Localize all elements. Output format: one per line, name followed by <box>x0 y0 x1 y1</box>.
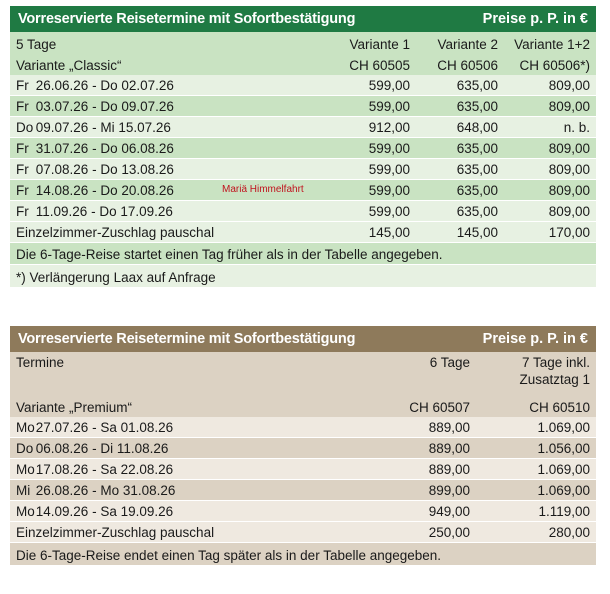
column-header-line: 7 Tage inkl. <box>521 355 590 370</box>
price-cell: 889,00 <box>428 462 470 477</box>
price-cell: 635,00 <box>456 141 498 156</box>
price-cell: 599,00 <box>368 99 410 114</box>
start-date: 26.08.26 <box>35 483 89 498</box>
start-date: 17.08.26 <box>35 462 89 477</box>
price-cell: 145,00 <box>368 225 410 240</box>
end-date: 22.08.26 <box>120 462 174 477</box>
date-range <box>16 440 330 457</box>
single-room-supplement-row <box>10 222 596 243</box>
price-cell: 809,00 <box>548 141 590 156</box>
price-cell: 635,00 <box>456 204 498 219</box>
end-weekday: Mi <box>100 120 115 135</box>
date-separator: - <box>88 99 101 114</box>
trip-code: CH 60510 <box>529 400 590 415</box>
table-row <box>10 75 596 96</box>
table-row <box>10 138 596 159</box>
end-date: 15.07.26 <box>118 120 171 135</box>
footnote-text: *) Verlängerung Laax auf Anfrage <box>16 270 216 285</box>
price-cell: 145,00 <box>456 225 498 240</box>
date-separator: - <box>88 120 101 135</box>
price-cell: 648,00 <box>456 120 498 135</box>
price-cell: 889,00 <box>428 420 470 435</box>
table-row <box>10 417 596 438</box>
end-weekday: Do <box>100 162 118 177</box>
trip-code: CH 60506 <box>437 58 498 73</box>
supplement-label: Einzelzimmer-Zuschlag pauschal <box>16 225 215 240</box>
price-cell: 949,00 <box>428 504 470 519</box>
table-title: Vorreservierte Reisetermine mit Sofortbestätigung <box>18 11 356 27</box>
start-date: 03.07.26 <box>35 99 89 114</box>
single-room-supplement-row <box>10 522 596 543</box>
end-weekday: Do <box>99 204 117 219</box>
price-cell: 1.069,00 <box>537 462 590 477</box>
price-cell: 635,00 <box>456 162 498 177</box>
start-date: 26.06.26 <box>35 78 89 93</box>
column-header-variant-2: Variante 2 <box>437 37 498 52</box>
start-weekday: Mo <box>16 504 35 519</box>
column-header-variant-1-2: Variante 1+2 <box>514 37 590 52</box>
price-cell: 809,00 <box>548 183 590 198</box>
end-date: 01.08.26 <box>120 420 174 435</box>
table-header-bar <box>10 6 596 32</box>
price-cell: 1.069,00 <box>537 483 590 498</box>
date-range <box>16 182 318 199</box>
column-header-line: Zusatztag 1 <box>519 372 590 387</box>
start-date: 11.09.26 <box>35 204 88 219</box>
end-date: 11.08.26 <box>116 441 169 456</box>
price-cell: 1.056,00 <box>537 441 590 456</box>
start-weekday: Mo <box>16 420 35 435</box>
price-cell: 809,00 <box>548 162 590 177</box>
price-cell: 599,00 <box>368 162 410 177</box>
column-header-variant-1: Variante 1 <box>349 37 410 52</box>
variant-name: Variante „Premium“ <box>16 400 133 415</box>
price-cell: 889,00 <box>428 441 470 456</box>
end-weekday: Di <box>100 441 114 456</box>
start-weekday: Fr <box>16 141 29 156</box>
column-header-7-days <box>470 354 590 388</box>
date-separator: - <box>88 78 101 93</box>
end-date: 13.08.26 <box>121 162 174 177</box>
end-weekday: Do <box>100 99 118 114</box>
column-header-row <box>10 32 596 54</box>
end-date: 17.09.26 <box>120 204 173 219</box>
column-header-row <box>10 352 596 396</box>
table-row <box>10 459 596 480</box>
table-row <box>10 159 596 180</box>
price-cell: 599,00 <box>368 78 410 93</box>
footnote-row <box>10 243 596 265</box>
end-date: 20.08.26 <box>121 183 174 198</box>
date-range <box>16 503 330 520</box>
date-separator: - <box>87 204 100 219</box>
dates-label: Termine <box>16 355 65 370</box>
trip-code: CH 60505 <box>349 58 410 73</box>
footnote-row <box>10 543 596 565</box>
price-cell: 809,00 <box>548 78 590 93</box>
price-cell: n. b. <box>563 120 590 135</box>
start-weekday: Do <box>16 441 34 456</box>
table-row <box>10 117 596 138</box>
start-weekday: Mo <box>16 462 35 477</box>
date-range <box>16 140 318 157</box>
table-title: Vorreservierte Reisetermine mit Sofortbestätigung <box>18 331 356 347</box>
column-header-6-days: 6 Tage <box>429 355 470 370</box>
price-cell: 899,00 <box>428 483 470 498</box>
start-weekday: Fr <box>16 162 29 177</box>
end-weekday: Do <box>100 183 118 198</box>
price-cell: 809,00 <box>548 204 590 219</box>
price-unit-label: Preise p. P. in € <box>482 11 588 27</box>
date-separator: - <box>88 504 101 519</box>
date-range <box>16 77 318 94</box>
price-cell: 1.119,00 <box>538 504 590 519</box>
table-row <box>10 438 596 459</box>
premium-price-table <box>10 326 596 565</box>
date-separator: - <box>88 420 101 435</box>
date-separator: - <box>88 462 101 477</box>
code-header-row <box>10 396 596 417</box>
start-date: 14.09.26 <box>35 504 89 519</box>
date-rows <box>10 75 596 222</box>
footnote-row <box>10 265 596 287</box>
date-range <box>16 482 330 499</box>
price-cell: 599,00 <box>368 183 410 198</box>
end-weekday: Do <box>100 141 118 156</box>
start-date: 14.08.26 <box>35 183 89 198</box>
table-header-bar <box>10 326 596 352</box>
trip-code: CH 60506*) <box>519 58 590 73</box>
code-header-row <box>10 54 596 75</box>
start-date: 31.07.26 <box>35 141 89 156</box>
table-row <box>10 201 596 222</box>
start-weekday: Fr <box>16 78 29 93</box>
date-range <box>16 98 318 115</box>
table-row <box>10 180 596 201</box>
start-weekday: Mi <box>16 483 31 498</box>
classic-price-table <box>10 6 596 287</box>
price-cell: 635,00 <box>456 99 498 114</box>
date-rows <box>10 417 596 522</box>
date-separator: - <box>88 483 101 498</box>
holiday-note: Mariä Himmelfahrt <box>222 184 304 195</box>
price-cell: 1.069,00 <box>537 420 590 435</box>
duration-label: 5 Tage <box>16 37 57 52</box>
variant-name: Variante „Classic“ <box>16 58 122 73</box>
trip-code: CH 60507 <box>409 400 470 415</box>
end-weekday: Do <box>100 78 118 93</box>
price-cell: 809,00 <box>548 99 590 114</box>
table-row <box>10 96 596 117</box>
supplement-label: Einzelzimmer-Zuschlag pauschal <box>16 525 215 540</box>
start-weekday: Fr <box>16 204 29 219</box>
table-row <box>10 480 596 501</box>
price-unit-label: Preise p. P. in € <box>482 331 588 347</box>
end-date: 19.09.26 <box>120 504 174 519</box>
start-date: 07.08.26 <box>35 162 89 177</box>
end-date: 09.07.26 <box>121 99 174 114</box>
date-range <box>16 461 330 478</box>
date-range <box>16 119 318 136</box>
date-separator: - <box>88 441 101 456</box>
price-cell: 599,00 <box>368 204 410 219</box>
price-cell: 635,00 <box>456 183 498 198</box>
date-separator: - <box>88 141 101 156</box>
date-range <box>16 203 318 220</box>
date-separator: - <box>88 183 101 198</box>
price-cell: 280,00 <box>548 525 590 540</box>
end-weekday: Sa <box>100 504 117 519</box>
footnote-text: Die 6-Tage-Reise startet einen Tag früher als in der Tabelle angegeben. <box>16 247 443 262</box>
footnote-text: Die 6-Tage-Reise endet einen Tag später als in der Tabelle angegeben. <box>16 548 442 563</box>
start-date: 09.07.26 <box>35 120 89 135</box>
price-cell: 912,00 <box>368 120 410 135</box>
price-cell: 170,00 <box>548 225 590 240</box>
date-separator: - <box>88 162 101 177</box>
date-range <box>16 161 318 178</box>
start-date: 27.07.26 <box>35 420 89 435</box>
end-weekday: Sa <box>100 420 117 435</box>
price-cell: 599,00 <box>368 141 410 156</box>
start-date: 06.08.26 <box>35 441 89 456</box>
start-weekday: Fr <box>16 183 29 198</box>
end-weekday: Mo <box>100 483 120 498</box>
price-cell: 635,00 <box>456 78 498 93</box>
start-weekday: Fr <box>16 99 29 114</box>
price-cell: 250,00 <box>428 525 470 540</box>
end-weekday: Sa <box>100 462 117 477</box>
end-date: 02.07.26 <box>121 78 174 93</box>
table-row <box>10 501 596 522</box>
end-date: 06.08.26 <box>121 141 174 156</box>
end-date: 31.08.26 <box>122 483 176 498</box>
date-range <box>16 419 330 436</box>
start-weekday: Do <box>16 120 34 135</box>
